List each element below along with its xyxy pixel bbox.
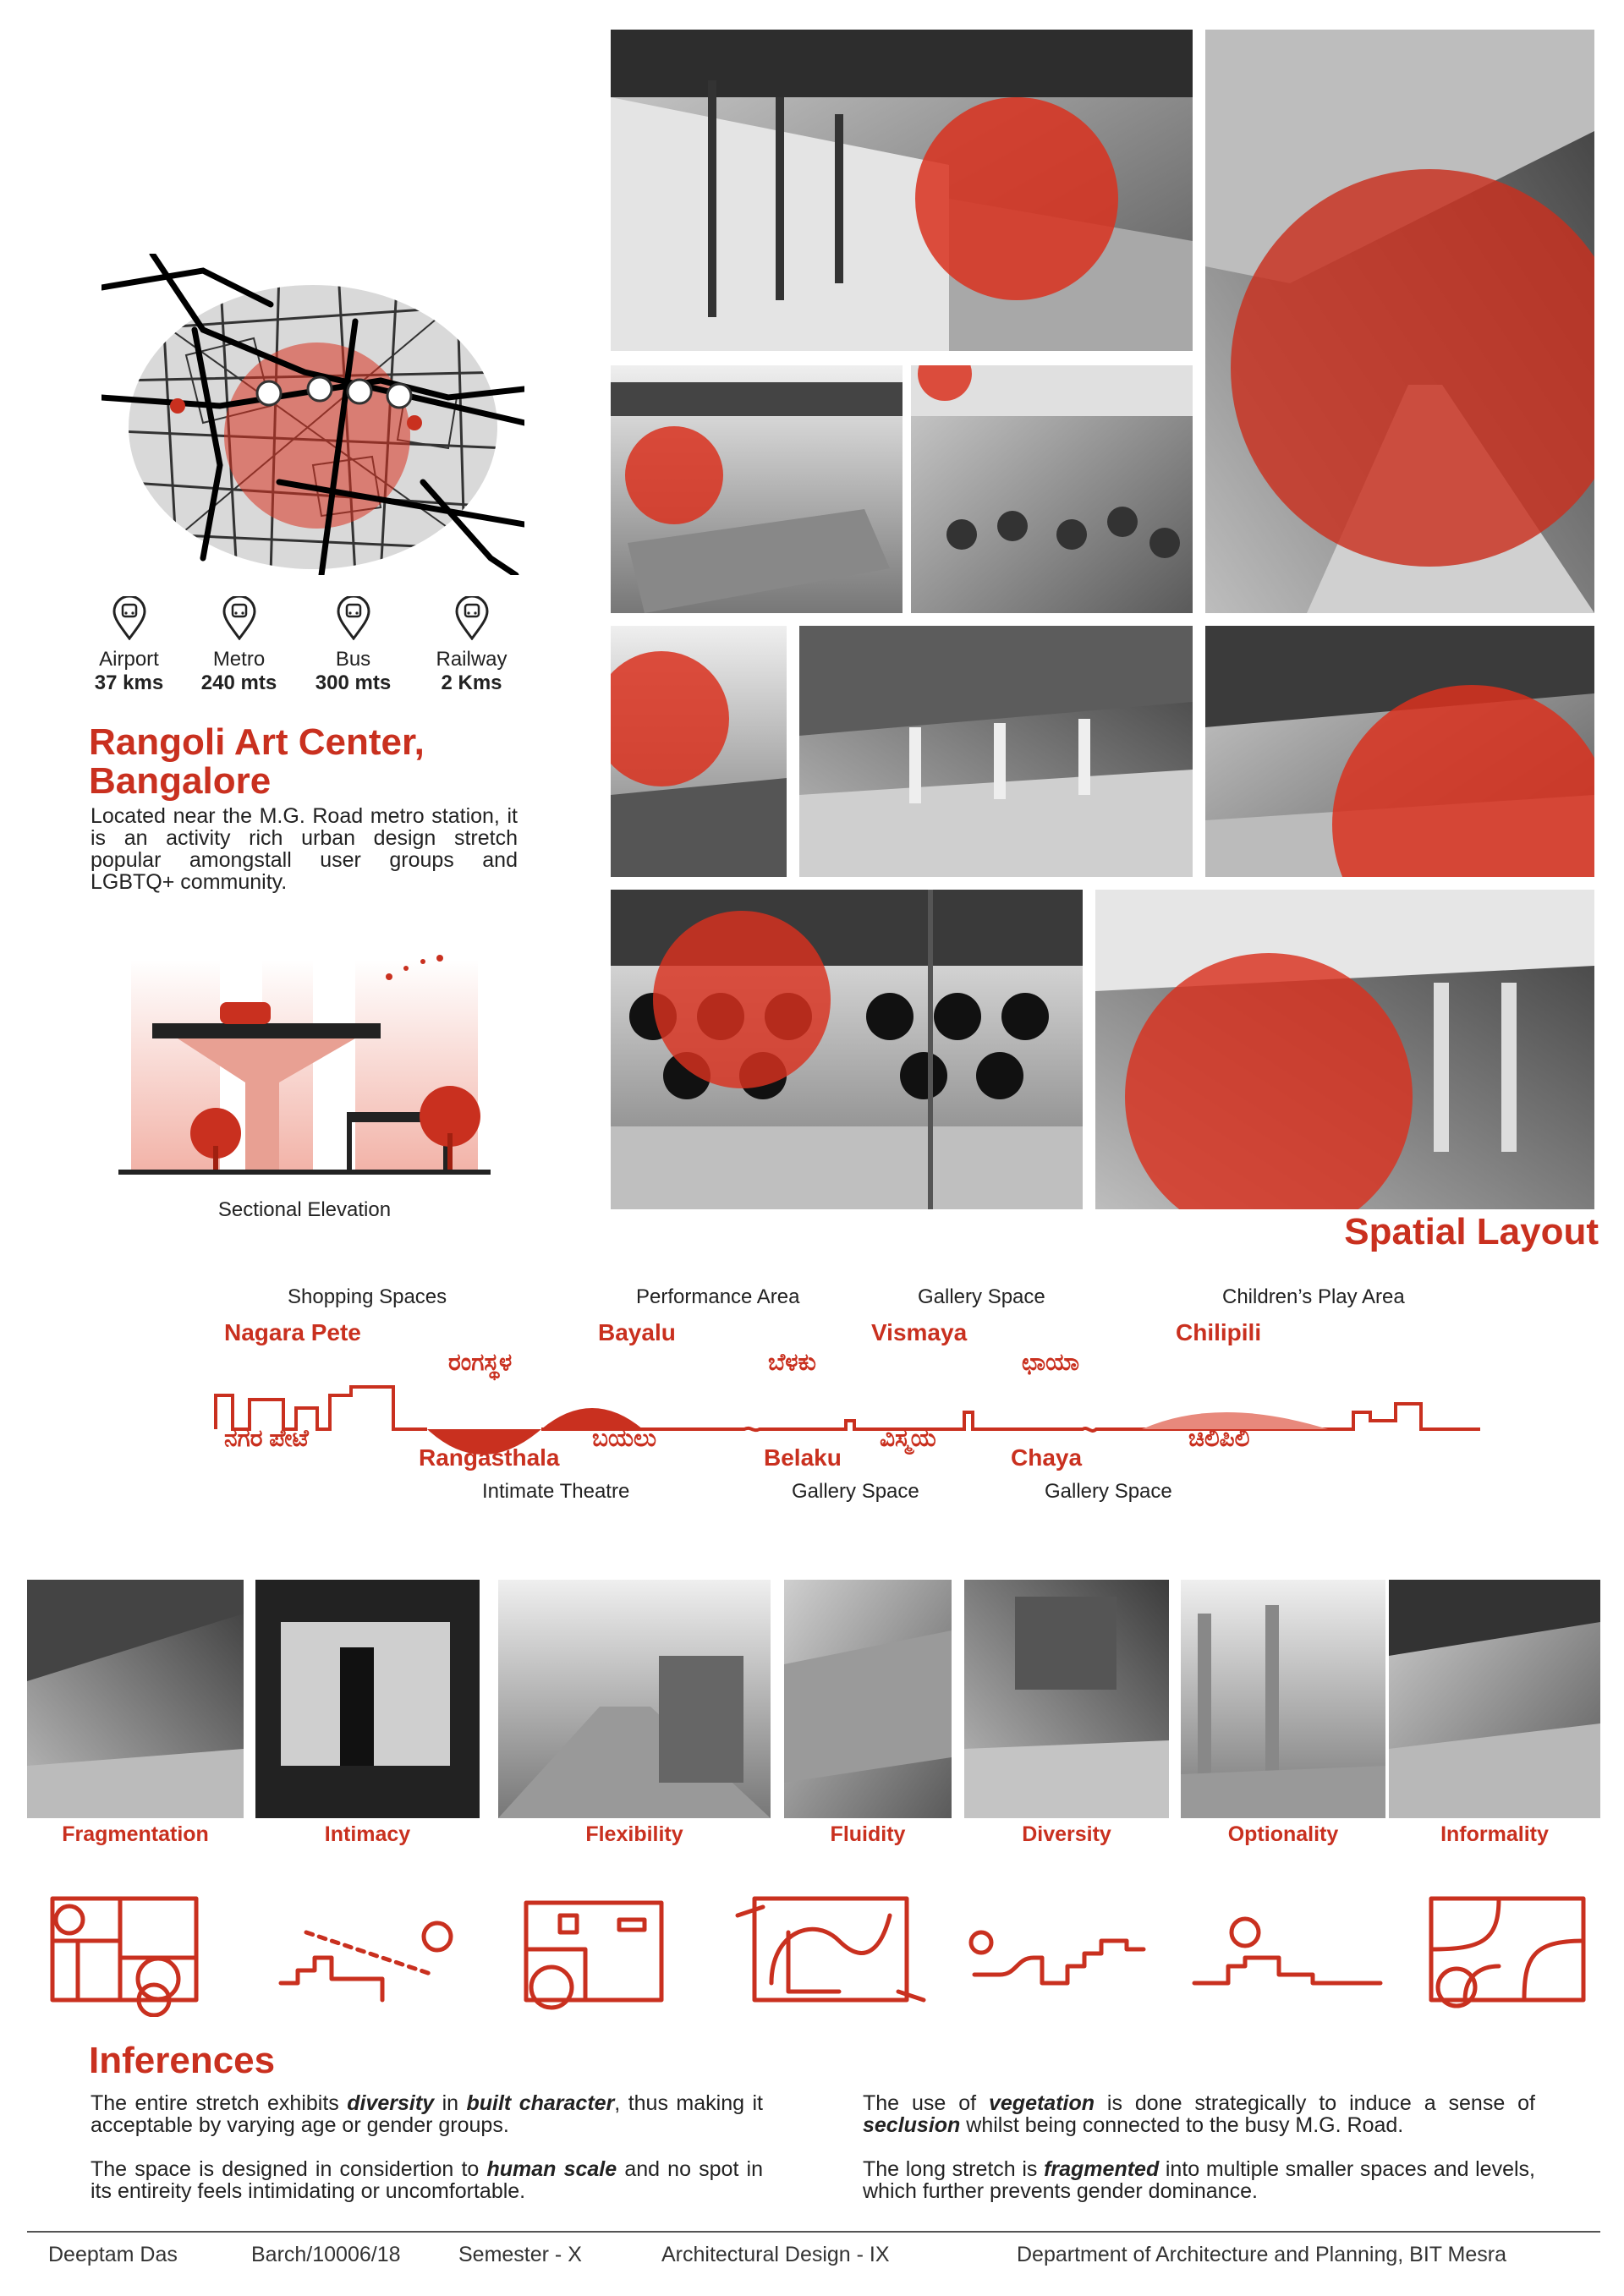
inf4-a: The long stretch is	[863, 2157, 1045, 2181]
strip-name-chaya: Chaya	[1011, 1444, 1083, 1471]
quality-photo-flexibility	[498, 1580, 771, 1818]
inference-paragraph-1	[91, 2092, 763, 2136]
distance-value: 2 Kms	[441, 671, 502, 694]
spatial-strip	[203, 1285, 1506, 1522]
distance-label: Bus	[335, 648, 371, 671]
footer-semester: Semester - X	[458, 2243, 582, 2266]
footer	[27, 2243, 1600, 2277]
strip-name-nagara-pete: Nagara Pete	[224, 1319, 361, 1345]
footer-divider	[27, 2231, 1600, 2233]
distance-row	[80, 596, 537, 698]
strip-type-gallery-2: Gallery Space	[792, 1480, 919, 1503]
distance-label: Metro	[212, 648, 266, 671]
inf2-a: The space is designed in considertion to	[91, 2157, 487, 2181]
inf1-c: in	[434, 2091, 467, 2115]
quality-label-optionality: Optionality	[1227, 1822, 1339, 1846]
pin-train-icon	[112, 596, 146, 640]
strip-type-play: Children’s Play Area	[1222, 1285, 1405, 1308]
spatial-layout-heading: Spatial Layout	[1344, 1211, 1599, 1252]
quality-photo-fragmentation	[27, 1580, 244, 1818]
strip-kannada-vismaya: ವಿಸ್ಮಯ	[880, 1425, 936, 1451]
inf4-b1: fragmented	[1044, 2157, 1160, 2181]
strip-kannada-chilipili: ಚಿಲಿಪಿಲಿ	[1188, 1425, 1250, 1451]
strip-name-rangasthala: Rangasthala	[419, 1444, 560, 1471]
strip-type-gallery: Gallery Space	[918, 1285, 1045, 1308]
pin-train-icon	[337, 596, 370, 640]
strip-name-bayalu: Bayalu	[598, 1319, 676, 1345]
photo-covered-plaza	[799, 626, 1193, 877]
sketch-optionality	[1194, 1919, 1380, 1983]
page-title	[89, 723, 562, 801]
strip-type-performance: Performance Area	[636, 1285, 800, 1308]
strip-name-belaku: Belaku	[764, 1444, 842, 1471]
photo-graphic-wall	[611, 890, 1083, 1209]
photo-plaza-planters	[1205, 626, 1594, 877]
quality-label-fragmentation: Fragmentation	[62, 1822, 209, 1846]
footer-course: Architectural Design - IX	[661, 2243, 890, 2266]
section-caption: Sectional Elevation	[217, 1198, 392, 1221]
page-title-line2: Bangalore	[89, 760, 272, 802]
footer-department: Department of Architecture and Planning, BIT Mesra	[1017, 2243, 1507, 2266]
quality-label-diversity: Diversity	[1022, 1822, 1111, 1846]
location-map	[102, 254, 524, 575]
distance-label: Railway	[436, 648, 508, 671]
footer-name: Deeptam Das	[48, 2243, 178, 2266]
inf3-c: is done strategically to induce a sense of	[1095, 2091, 1535, 2115]
quality-photo-optionality	[1181, 1580, 1385, 1818]
distance-value: 300 mts	[315, 671, 392, 694]
photo-community-gathering	[1095, 890, 1594, 1209]
footer-roll: Barch/10006/18	[251, 2243, 401, 2266]
strip-kannada-nagara-pete: ನಗರ ಪೇಟೆ	[224, 1425, 309, 1451]
inf1-b2: built character	[466, 2091, 615, 2115]
distance-value: 240 mts	[200, 671, 277, 694]
site-description: Located near the M.G. Road metro station, it is an activity rich urban design stretch popular amongstall user groups and LGBTQ+ community.	[91, 804, 518, 894]
pin-train-icon	[222, 596, 256, 640]
quality-label-intimacy: Intimacy	[324, 1822, 411, 1846]
strip-kannada-chaya: ಛಾಯಾ	[1022, 1349, 1080, 1375]
inferences-heading: Inferences	[89, 2040, 276, 2081]
distance-label: Airport	[99, 648, 159, 671]
inf1-a: The entire stretch exhibits	[91, 2091, 348, 2115]
quality-label-fluidity: Fluidity	[830, 1822, 906, 1846]
inf1-b1: diversity	[347, 2091, 435, 2115]
strip-name-chilipili: Chilipili	[1176, 1319, 1262, 1345]
quality-photo-informality	[1389, 1580, 1600, 1818]
strip-type-intimate-theatre: Intimate Theatre	[482, 1480, 630, 1503]
strip-kannada-belaku: ಬೆಳಕು	[768, 1349, 816, 1375]
strip-type-gallery-3: Gallery Space	[1045, 1480, 1172, 1503]
quality-photo-diversity	[964, 1580, 1169, 1818]
inference-paragraph-2	[91, 2158, 763, 2202]
distance-railway	[423, 596, 520, 695]
sketch-informality	[1431, 1899, 1583, 2006]
distance-airport	[80, 596, 178, 695]
photo-crowd-gathering	[911, 365, 1193, 613]
inf3-b1: vegetation	[988, 2091, 1095, 2115]
sketch-fragmentation	[52, 1899, 196, 2015]
quality-photo-fluidity	[784, 1580, 952, 1818]
strip-name-vismaya: Vismaya	[871, 1319, 968, 1345]
inference-paragraph-3	[863, 2092, 1535, 2136]
page-title-line1: Rangoli Art Center,	[89, 721, 425, 763]
distance-value: 37 kms	[94, 671, 164, 694]
strip-type-shopping: Shopping Spaces	[288, 1285, 447, 1308]
sketch-intimacy	[281, 1923, 451, 2000]
pin-train-icon	[455, 596, 489, 640]
photo-theatre-steps	[611, 365, 903, 613]
quality-label-informality: Informality	[1440, 1822, 1549, 1846]
quality-label-flexibility: Flexibility	[585, 1822, 683, 1846]
inf2-b1: human scale	[486, 2157, 617, 2181]
inf4-c: into multiple smaller spaces and levels, which further prevents gender dominance.	[863, 2157, 1535, 2203]
inference-paragraph-4	[863, 2158, 1535, 2202]
inf3-b2: seclusion	[863, 2113, 961, 2137]
sketch-fluidity	[738, 1899, 924, 2000]
distance-metro	[190, 596, 288, 695]
photo-interior-corner	[611, 626, 787, 877]
strip-kannada-rangasthala: ರಂಗಸ್ಥಳ	[448, 1349, 513, 1375]
sketch-diversity	[971, 1932, 1144, 1983]
inf3-a: The use of	[863, 2091, 989, 2115]
sectional-elevation	[118, 943, 491, 1197]
inf3-d: whilst being connected to the busy M.G. Road.	[960, 2113, 1404, 2137]
quality-sketches	[27, 1882, 1600, 2017]
inf2-c: and no spot in its entireity feels intimidating or uncomfortable.	[91, 2157, 764, 2203]
quality-photo-intimacy	[255, 1580, 480, 1818]
photo-pergola-walkway	[1205, 30, 1594, 613]
strip-kannada-bayalu: ಬಯಲು	[592, 1425, 656, 1451]
sketch-flexibility	[526, 1903, 661, 2008]
distance-bus	[304, 596, 402, 695]
photo-wall-art	[611, 30, 1193, 351]
inf1-d: , thus making it acceptable by varying age or gender groups.	[91, 2091, 763, 2137]
